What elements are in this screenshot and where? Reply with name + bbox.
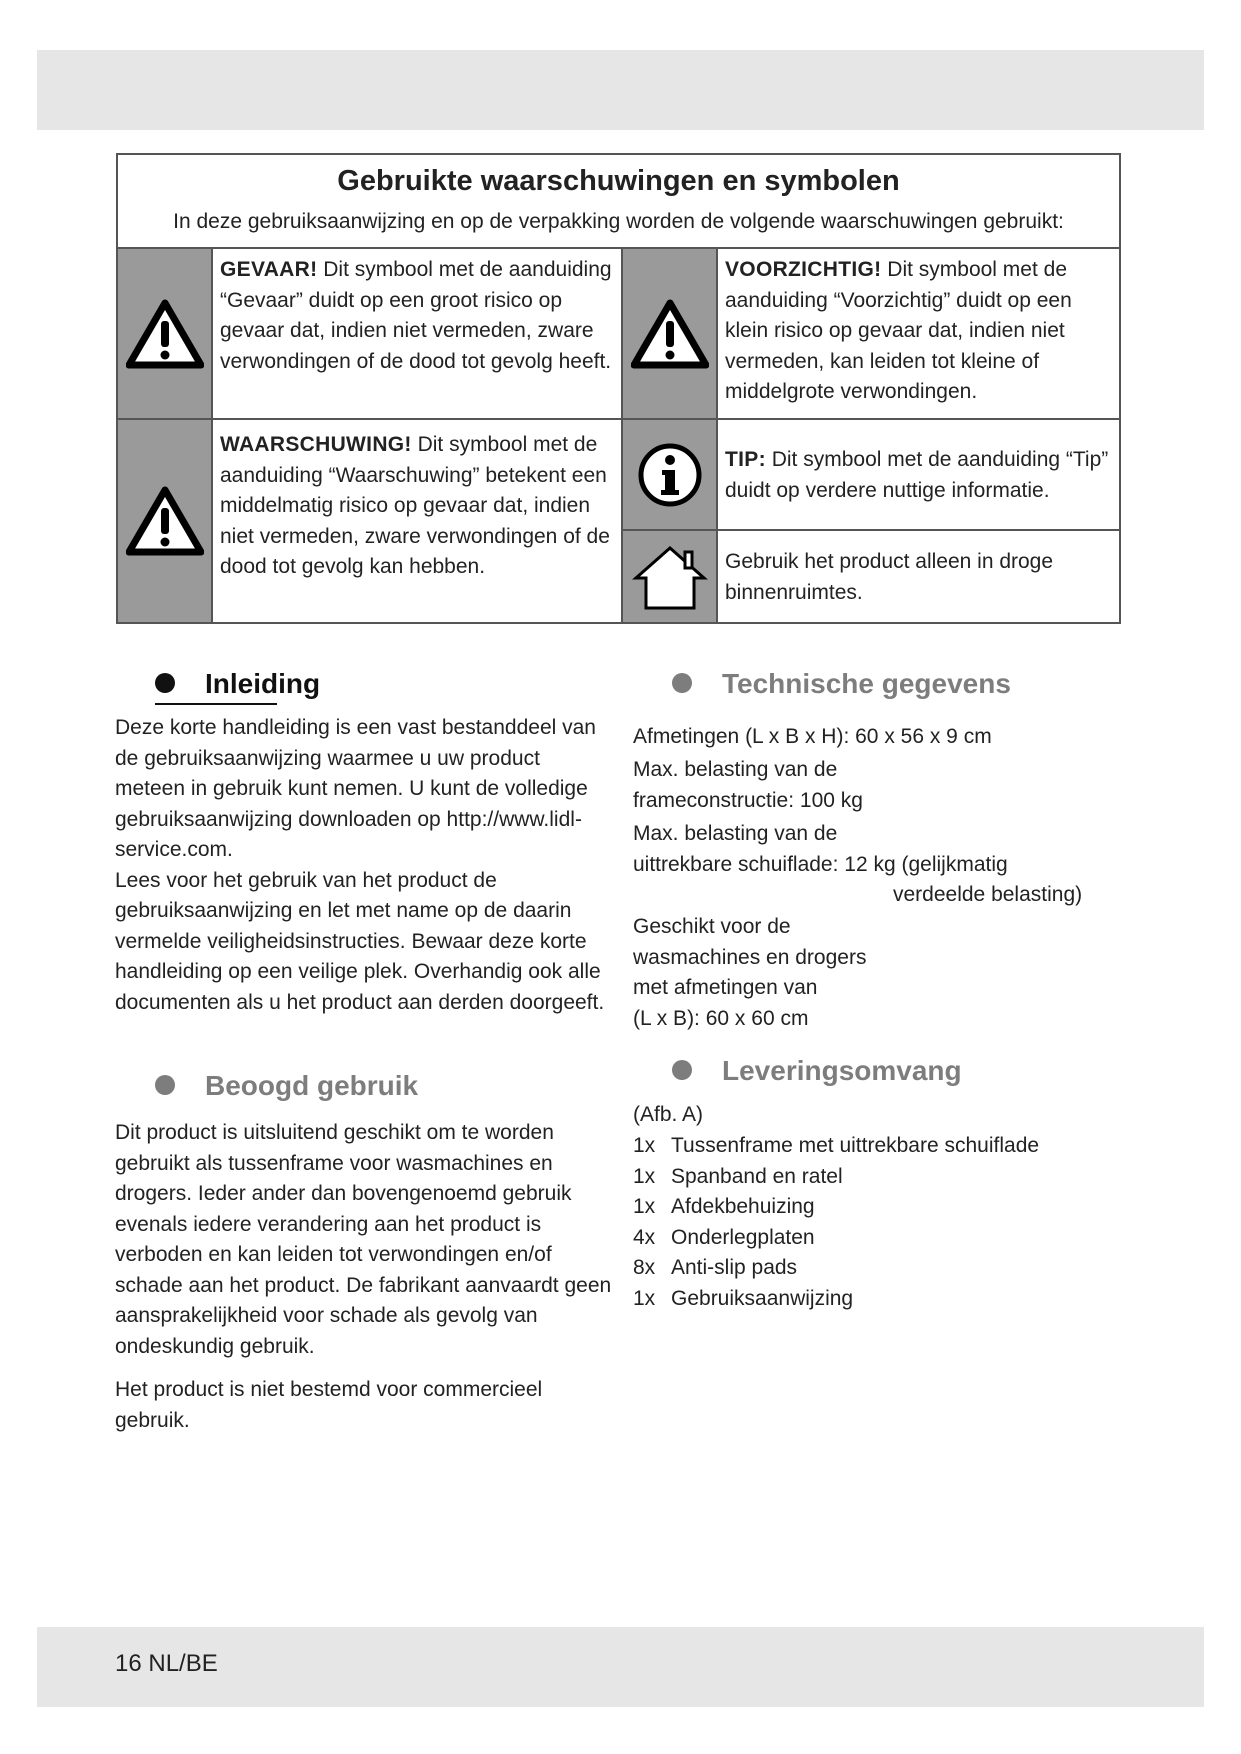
info-icon bbox=[637, 442, 703, 508]
warnings-table bbox=[116, 153, 1121, 624]
inleiding-heading: Inleiding bbox=[155, 668, 320, 700]
warning-triangle-icon bbox=[631, 299, 709, 369]
page-number: 16 NL/BE bbox=[115, 1650, 218, 1677]
divider bbox=[716, 249, 718, 418]
bullet-dot-icon bbox=[155, 1075, 175, 1095]
warning-icon-cell bbox=[118, 420, 211, 622]
divider bbox=[118, 247, 1119, 249]
list-item: 1x Gebruiksaanwijzing bbox=[633, 1286, 854, 1310]
divider bbox=[716, 420, 718, 622]
bullet-dot-icon bbox=[155, 673, 175, 693]
inleiding-text: Deze korte handleiding is een vast bestanddeel van de gebruiksaanwijzing waarmee u uw product meteen in gebruik kunt nemen. U kunt de volledige gebruiksaanwijzing downloaden op http://www.lidl-service.com. Lees voor het gebruik van het product de gebruiksaanwijzing en let met name op de daarin vermelde veiligheidsinstructies. Bewaar deze korte handleiding op een veilige plek. Overhandig ook alle documenten als u het product aan derden doorgeeft. bbox=[115, 716, 605, 1014]
spec-suitable: Geschikt voor de wasmachines en drogers met afmetingen van (L x B): 60 x 60 cm bbox=[633, 915, 867, 1030]
warning-triangle-icon bbox=[126, 299, 204, 369]
warning-label: WAARSCHUWING! bbox=[220, 433, 412, 456]
spec-frame-load: Max. belasting van de frameconstructie: 100 kg bbox=[633, 758, 863, 812]
list-item: 1x Spanband en ratel bbox=[633, 1164, 843, 1188]
house-icon bbox=[630, 542, 710, 612]
caution-description: Dit symbool met de aanduiding “Voorzichtig” duidt op een klein risico op gevaar dat, indien niet vermeden, kan leiden tot kleine of middelgrote verwondingen. bbox=[725, 258, 1072, 403]
warning-triangle-icon bbox=[126, 486, 204, 556]
list-item: 4x Onderlegplaten bbox=[633, 1225, 815, 1249]
danger-text bbox=[220, 255, 615, 377]
levering-list bbox=[633, 1131, 1039, 1314]
caution-label: VOORZICHTIG! bbox=[725, 258, 882, 281]
indoor-text: Gebruik het product alleen in droge binnenruimtes. bbox=[725, 550, 1054, 604]
warnings-subtitle: In deze gebruiksaanwijzing en op de verpakking worden de volgende waarschuwingen gebruikt: bbox=[173, 210, 1064, 233]
tip-text bbox=[725, 445, 1117, 506]
danger-label: GEVAAR! bbox=[220, 258, 318, 281]
tip-icon-cell bbox=[623, 420, 716, 529]
bullet-dot-icon bbox=[672, 1060, 692, 1080]
list-item: 8x Anti-slip pads bbox=[633, 1256, 798, 1279]
heading-underline bbox=[155, 703, 277, 705]
indoor-icon-cell bbox=[623, 531, 716, 622]
beoogd-heading: Beoogd gebruik bbox=[155, 1070, 418, 1102]
warning-text bbox=[220, 430, 615, 583]
list-item: 1x Afdekbehuizing bbox=[633, 1195, 815, 1218]
divider bbox=[211, 420, 213, 622]
danger-description: Dit symbool met de aanduiding “Gevaar” duidt op een groot risico op gevaar dat, indien niet vermeden, zware verwondingen of de dood tot gevolg heeft. bbox=[220, 258, 612, 373]
caution-icon-cell bbox=[623, 249, 716, 418]
spec-dimensions: Afmetingen (L x B x H): 60 x 56 x 9 cm bbox=[633, 725, 992, 748]
levering-heading: Leveringsomvang bbox=[672, 1055, 962, 1087]
beoogd-text-2: Het product is niet bestemd voor commercieel gebruik. bbox=[115, 1378, 543, 1432]
tip-description: Dit symbool met de aanduiding “Tip” duidt op verdere nuttige informatie. bbox=[725, 448, 1109, 502]
list-item: 1x Tussenframe met uittrekbare schuiflade bbox=[633, 1134, 1040, 1157]
tip-label: TIP: bbox=[725, 448, 766, 471]
technisch-heading: Technische gegevens bbox=[672, 668, 1011, 700]
beoogd-text: Dit product is uitsluitend geschikt om te worden gebruikt als tussenframe voor wasmachines en drogers. Ieder ander dan bovengenoemd gebruik evenals iedere verandering aan het product is verboden en kan leiden tot verwondingen en/of schade aan het product. De fabrikant aanvaardt geen aansprakelijkheid voor schade als gevolg van ondeskundig gebruik. bbox=[115, 1121, 612, 1358]
divider bbox=[211, 249, 213, 418]
bullet-dot-icon bbox=[672, 673, 692, 693]
header-band bbox=[37, 50, 1204, 130]
danger-icon-cell bbox=[118, 249, 211, 418]
levering-ref: (Afb. A) bbox=[633, 1103, 704, 1126]
warning-description: Dit symbool met de aanduiding “Waarschuwing” betekent een middelmatig risico op gevaar dat, indien niet vermeden, zware verwondingen of de dood tot gevolg kan hebben. bbox=[220, 433, 610, 578]
divider bbox=[118, 418, 1119, 420]
spec-drawer-load: Max. belasting van de uittrekbare schuiflade: 12 kg (gelijkmatig verdeelde belasting) bbox=[633, 822, 1083, 906]
warnings-title: Gebruikte waarschuwingen en symbolen bbox=[337, 165, 900, 197]
caution-text bbox=[725, 255, 1115, 408]
